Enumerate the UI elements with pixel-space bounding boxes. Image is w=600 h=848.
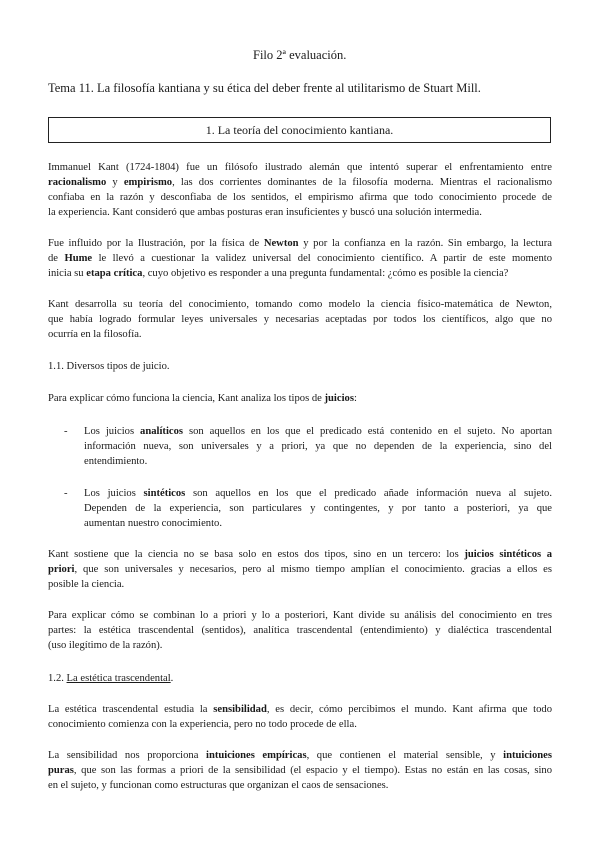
text-run: Los juicios xyxy=(84,426,141,437)
paragraph-7-line-1 xyxy=(48,702,552,717)
text-run: , que son las formas a priori de la sensibilidad (el espacio y el tiempo). Estas no están en las cosas, sino xyxy=(73,765,552,776)
list-item-2-line-1 xyxy=(84,486,552,501)
paragraph-2-line-2 xyxy=(48,251,552,266)
paragraph-2-line-3 xyxy=(48,266,552,281)
term-juicios: juicios xyxy=(324,393,354,404)
subheading-1-1: 1.1. Diversos tipos de juicio. xyxy=(48,361,170,372)
text-run: le llevó a cuestionar la validez universal del conocimiento científico. A partir de este momento xyxy=(92,253,553,264)
paragraph-2-line-1 xyxy=(48,236,552,251)
paragraph-4 xyxy=(48,391,552,406)
paragraph-1-line-4: la experiencia. Kant consideró que ambas posturas eran insuficientes y buscó una solución intermedia. xyxy=(48,207,482,218)
text-run: Kant sostiene que la ciencia no se basa solo en estos dos tipos, sino en un tercero: los xyxy=(48,549,465,560)
document-title: Filo 2ª evaluación. xyxy=(253,48,347,62)
paragraph-6-line-1: Para explicar cómo se combinan lo a priori y lo a posteriori, Kant divide su análisis del conocimiento en tres xyxy=(48,610,552,621)
text-run: . xyxy=(170,673,174,684)
term-racionalismo: racionalismo xyxy=(48,177,107,188)
text-run: son aquellos en los que el predicado añade información nueva al sujeto. xyxy=(185,488,552,499)
paragraph-3-line-1: Kant desarrolla su teoría del conocimiento, tomando como modelo la ciencia físico-matemática de Newton, xyxy=(48,299,552,310)
text-run: , que contienen el material sensible, y xyxy=(306,750,504,761)
text-run: La sensibilidad nos proporciona xyxy=(48,750,206,761)
subheading-number: 1.2. xyxy=(48,673,67,684)
text-run: Los juicios xyxy=(84,488,144,499)
list-item-1-line-1 xyxy=(84,424,552,439)
text-run: , es decir, cómo percibimos el mundo. Kant afirma que todo xyxy=(266,704,552,715)
paragraph-6-line-3: (uso ilegítimo de la razón). xyxy=(48,640,163,651)
term-sensibilidad: sensibilidad xyxy=(213,704,267,715)
paragraph-5-line-2 xyxy=(48,562,552,577)
term-newton: Newton xyxy=(263,238,299,249)
paragraph-1-line-2 xyxy=(48,175,552,190)
term-priori: priori xyxy=(48,564,75,575)
text-run: de xyxy=(48,253,65,264)
text-run: inicia su xyxy=(48,268,87,279)
list-item-2-line-2: Dependen de la experiencia, son particulares y contingentes, y por tanto a posteriori, ya que xyxy=(84,503,552,514)
term-intuiciones: intuiciones xyxy=(503,750,552,761)
text-run: : xyxy=(353,393,357,404)
text-run: La estética trascendental estudia la xyxy=(48,704,214,715)
list-bullet-1: - xyxy=(64,426,68,437)
text-run: y xyxy=(106,177,124,188)
list-item-1-line-3: entendimiento. xyxy=(84,456,148,467)
subheading-1-2 xyxy=(48,671,552,686)
text-run: , que son universales y necesarios, pero al mismo tiempo amplían el conocimiento. gracias a ellos es xyxy=(74,564,552,575)
paragraph-7-line-2: conocimiento comienza con la experiencia, pero no todo procede de ella. xyxy=(48,719,357,730)
paragraph-8-line-2 xyxy=(48,763,552,778)
subheading-title: La estética trascendental xyxy=(66,673,171,684)
term-analiticos: analíticos xyxy=(140,426,184,437)
paragraph-8-line-3: en el sujeto, y funcionan como estructuras que organizan el caos de sensaciones. xyxy=(48,780,389,791)
section-heading: 1. La teoría del conocimiento kantiana. xyxy=(205,123,394,137)
paragraph-1-line-1: Immanuel Kant (1724-1804) fue un filósofo ilustrado alemán que intentó superar el enfrentamiento entre xyxy=(48,162,552,173)
list-item-1-line-2: información nueva, son universales y a priori, ya que no dependen de la experiencia, sino del xyxy=(84,441,552,452)
paragraph-5-line-1 xyxy=(48,547,552,562)
text-run: y por la confianza en la razón. Sin embargo, la lectura xyxy=(298,238,552,249)
text-run: , cuyo objetivo es responder a una pregunta fundamental: ¿cómo es posible la ciencia? xyxy=(142,268,509,279)
topic-title: Tema 11. La filosofía kantiana y su ética del deber frente al utilitarismo de Stuart Mill. xyxy=(48,81,481,95)
text-run: son aquellos en los que el predicado está contenido en el sujeto. No aportan xyxy=(183,426,552,437)
term-intuiciones-empiricas: intuiciones empíricas xyxy=(206,750,307,761)
term-hume: Hume xyxy=(64,253,93,264)
term-puras: puras xyxy=(48,765,74,776)
text-run: Para explicar cómo funciona la ciencia, Kant analiza los tipos de xyxy=(48,393,325,404)
term-empirismo: empirismo xyxy=(123,177,173,188)
list-bullet-2: - xyxy=(64,488,68,499)
text-run: Fue influido por la Ilustración, por la física de xyxy=(48,238,264,249)
term-etapa-critica: etapa crítica xyxy=(86,268,143,279)
term-juicios-sinteticos-a: juicios sintéticos a xyxy=(464,549,552,560)
paragraph-1-line-3: confiaba en la razón y desconfiaba de los sentidos, el empirismo afirma que todo conocimiento procede de xyxy=(48,192,552,203)
paragraph-8-line-1 xyxy=(48,748,552,763)
paragraph-5-line-3: posible la ciencia. xyxy=(48,579,125,590)
paragraph-6-line-2: partes: la estética trascendental (sentidos), analítica trascendental (entendimiento) y dialéctica trascendental xyxy=(48,625,552,636)
list-item-2-line-3: aumentan nuestro conocimiento. xyxy=(84,518,222,529)
section-heading-box xyxy=(48,117,551,143)
paragraph-3-line-3: ocurría en la filosofía. xyxy=(48,329,142,340)
text-run: , las dos corrientes dominantes de la filosofía moderna. Mientras el racionalismo xyxy=(172,177,553,188)
paragraph-3-line-2: que había logrado formular leyes universales y necesarias aceptadas por todos los científicos, algo que no xyxy=(48,314,552,325)
term-sinteticos: sintéticos xyxy=(143,488,186,499)
